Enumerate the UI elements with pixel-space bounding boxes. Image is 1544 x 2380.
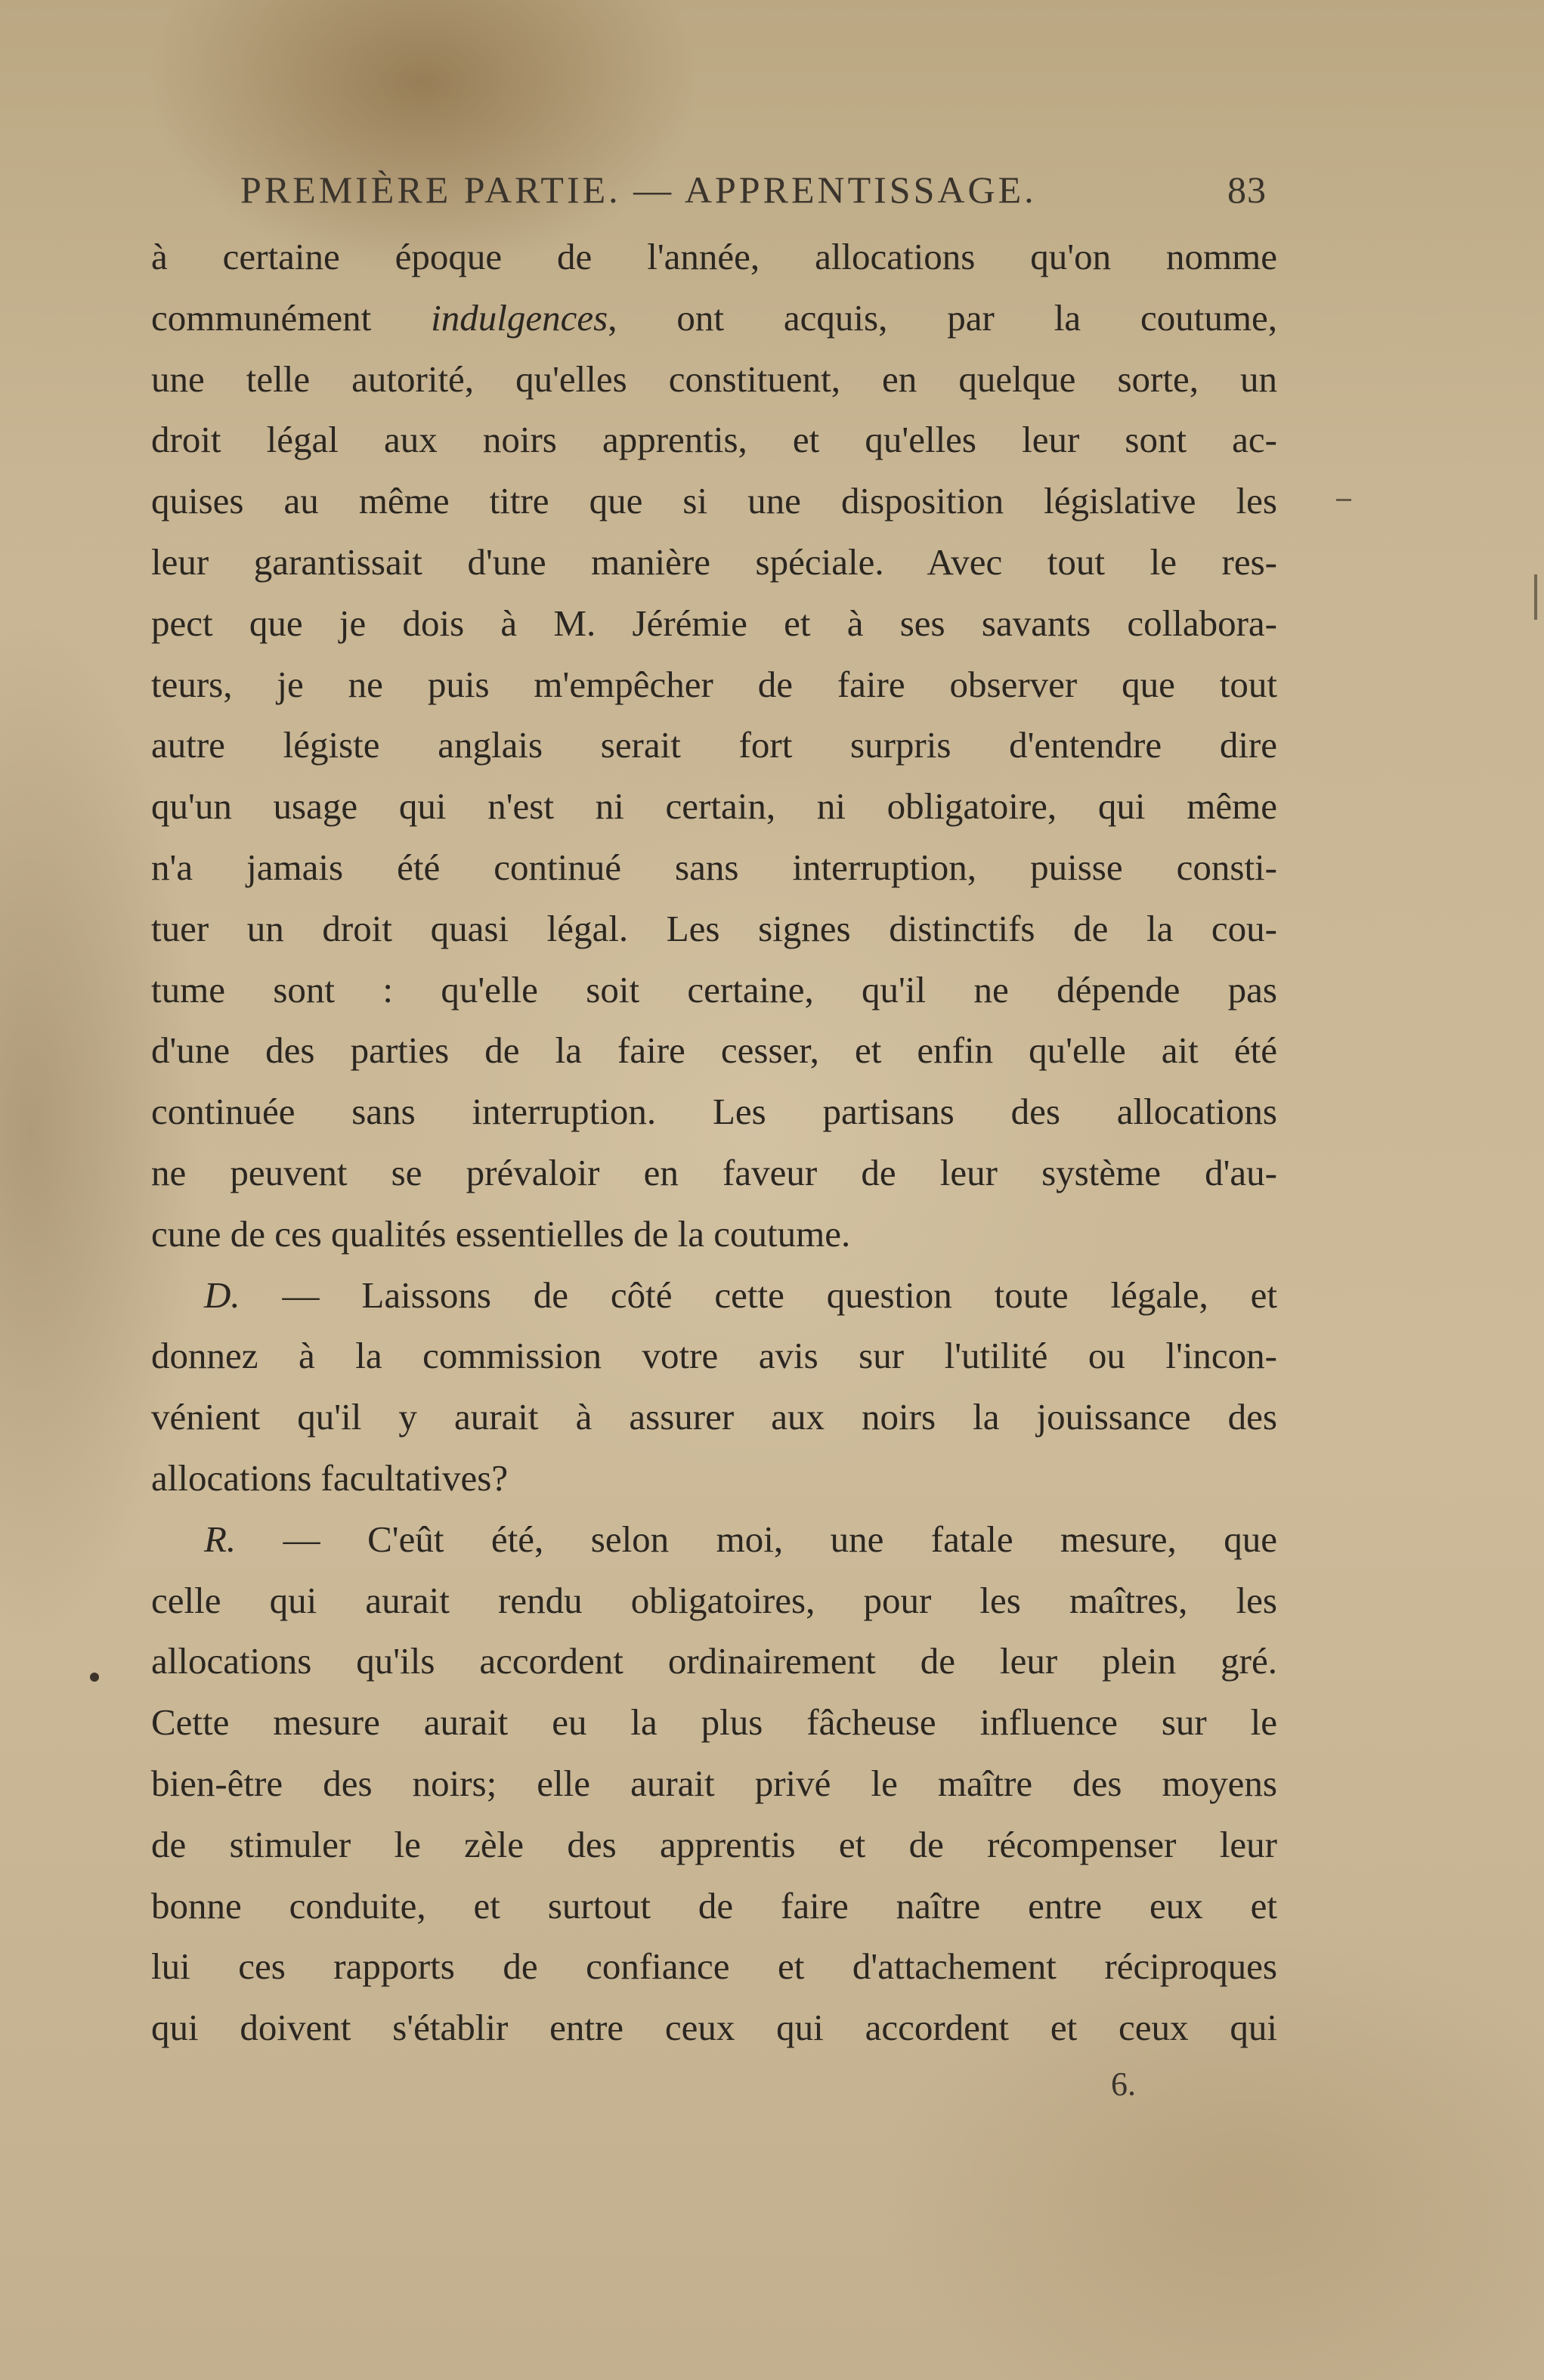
text-line: qu'un usage qui n'est ni certain, ni obligatoire, qui même — [151, 785, 1277, 828]
text-line: tume sont : qu'elle soit certaine, qu'il ne dépende pas — [151, 968, 1277, 1010]
text-line: pect que je dois à M. Jérémie et à ses savants collabora- — [151, 602, 1277, 644]
text-line: de stimuler le zèle des apprentis et de récompenser leur — [151, 1823, 1277, 1865]
text-line: autre légiste anglais serait fort surpris d'entendre dire — [151, 724, 1277, 766]
text-line: donnez à la commission votre avis sur l'utilité ou l'incon- — [151, 1335, 1277, 1377]
text-line: allocations facultatives? — [151, 1456, 509, 1499]
ink-spot — [90, 1673, 99, 1682]
text-line: bien-être des noirs; elle aurait privé le maître des moyens — [151, 1762, 1277, 1804]
text-line: quises au même titre que si une disposition législative les — [151, 480, 1277, 522]
text-line: Cette mesure aurait eu la plus fâcheuse influence sur le — [151, 1701, 1277, 1744]
running-head-title: PREMIÈRE PARTIE. — APPRENTISSAGE. — [240, 169, 1037, 211]
margin-dash — [1336, 499, 1351, 501]
text-line: droit légal aux noirs apprentis, et qu'elles leur sont ac- — [151, 419, 1277, 461]
text-line: bonne conduite, et surtout de faire naître entre eux et — [151, 1884, 1277, 1927]
text-line: continuée sans interruption. Les partisans des allocations — [151, 1091, 1277, 1133]
signature-mark: 6. — [1111, 2066, 1136, 2103]
text-run: — Laissons de côté cette question toute légale, et — [240, 1274, 1277, 1316]
text-line — [151, 288, 1277, 349]
speaker-label: D. — [204, 1274, 240, 1316]
text-run: — C'eût été, selon moi, une fatale mesure, que — [236, 1518, 1277, 1560]
text-line: cune de ces qualités essentielles de la coutume. — [151, 1212, 851, 1255]
text-line: tuer un droit quasi légal. Les signes distinctifs de la cou- — [151, 907, 1277, 949]
text-line — [151, 1265, 1277, 1326]
text-line: allocations qu'ils accordent ordinairement de leur plein gré. — [151, 1640, 1277, 1682]
edge-mark — [1534, 574, 1537, 620]
text-line: teurs, je ne puis m'empêcher de faire observer que tout — [151, 663, 1277, 705]
text-line: leur garantissait d'une manière spéciale. Avec tout le res- — [151, 540, 1277, 583]
text-line: à certaine époque de l'année, allocations qu'on nomme — [151, 236, 1277, 277]
text-line: une telle autorité, qu'elles constituent, en quelque sorte, un — [151, 357, 1277, 400]
text-line: d'une des parties de la faire cesser, et enfin qu'elle ait été — [151, 1029, 1277, 1072]
body-text — [151, 227, 1277, 2059]
speaker-label: R. — [204, 1518, 237, 1560]
text-line: lui ces rapports de confiance et d'attachement réciproques — [151, 1945, 1277, 1988]
page-number: 83 — [1227, 169, 1267, 211]
text-line: ne peuvent se prévaloir en faveur de leur système d'au- — [151, 1151, 1277, 1193]
text-line: celle qui aurait rendu obligatoires, pour les maîtres, les — [151, 1579, 1277, 1621]
text-run: , ont acquis, par la coutume, — [608, 296, 1278, 339]
text-line: qui doivent s'établir entre ceux qui accordent et ceux qui — [151, 2007, 1277, 2049]
text-line — [151, 1509, 1277, 1571]
running-head — [240, 168, 1267, 216]
text-line: vénient qu'il y aurait à assurer aux noirs la jouissance des — [151, 1396, 1277, 1438]
text-run: communément — [151, 296, 432, 339]
text-line: n'a jamais été continué sans interruption, puisse consti- — [151, 846, 1277, 888]
italic-term: indulgences — [431, 296, 608, 339]
